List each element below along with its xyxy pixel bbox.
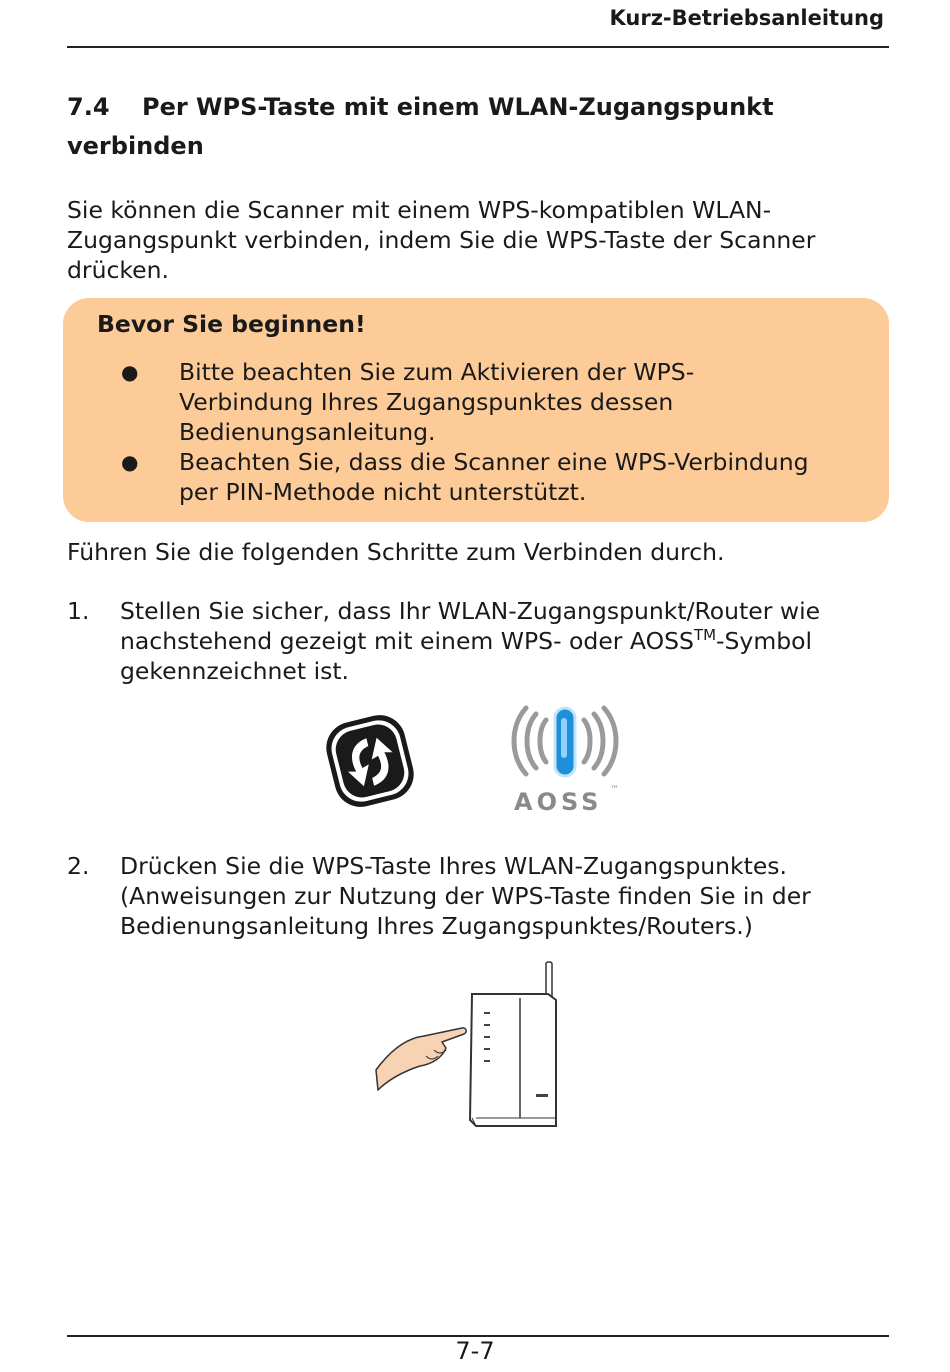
note-item-line: Bitte beachten Sie zum Aktivieren der WPS- [179, 358, 695, 386]
trademark-superscript: TM [693, 626, 717, 644]
note-item-line: Bedienungsanleitung. [179, 418, 436, 446]
page-number: 7-7 [455, 1337, 495, 1365]
step-line-end: -Symbol [716, 627, 813, 655]
section-title: Per WPS-Taste mit einem WLAN-Zugangspunkt verbinden [67, 93, 774, 160]
running-header: Kurz-Betriebsanleitung [609, 6, 884, 30]
step-line: Drücken Sie die WPS-Taste Ihres WLAN-Zugangspunktes. [120, 852, 788, 880]
section-heading [67, 88, 867, 166]
wps-logo-icon [318, 706, 422, 820]
note-item-line: Beachten Sie, dass die Scanner eine WPS-Verbindung [179, 448, 809, 476]
note-item [179, 447, 869, 507]
intro-paragraph [67, 195, 887, 285]
before-you-begin-note [63, 298, 889, 522]
intro-line: drücken. [67, 256, 169, 284]
step-number: 2. [67, 852, 90, 880]
hand-pressing-router-icon [372, 958, 572, 1142]
intro-line: Sie können die Scanner mit einem WPS-kompatiblen WLAN- [67, 196, 772, 224]
steps-intro: Führen Sie die folgenden Schritte zum Verbinden durch. [67, 538, 725, 566]
step-text [120, 596, 890, 686]
section-number: 7.4 [67, 93, 110, 121]
note-item [179, 357, 869, 447]
step-line: gekennzeichnet ist. [120, 657, 350, 685]
note-item-line: Verbindung Ihres Zugangspunktes dessen [179, 388, 674, 416]
step-line: (Anweisungen zur Nutzung der WPS-Taste finden Sie in der [120, 882, 811, 910]
aoss-wordmark: AOSS [514, 788, 603, 816]
note-item-line: per PIN-Methode nicht unterstützt. [179, 478, 587, 506]
intro-line: Zugangspunkt verbinden, indem Sie die WPS-Taste der Scanner [67, 226, 816, 254]
aoss-tm: ™ [610, 785, 619, 795]
note-title: Bevor Sie beginnen! [97, 310, 366, 338]
aoss-logo [500, 700, 630, 824]
step-line: Bedienungsanleitung Ihres Zugangspunktes/Routers.) [120, 912, 753, 940]
step-text [120, 851, 890, 941]
bullet-icon: ● [121, 360, 139, 384]
step-number: 1. [67, 597, 90, 625]
header-rule [67, 46, 889, 48]
step-line: nachstehend gezeigt mit einem WPS- oder AOSS [120, 627, 694, 655]
bullet-icon: ● [121, 450, 139, 474]
step-line: Stellen Sie sicher, dass Ihr WLAN-Zugangspunkt/Router wie [120, 597, 821, 625]
